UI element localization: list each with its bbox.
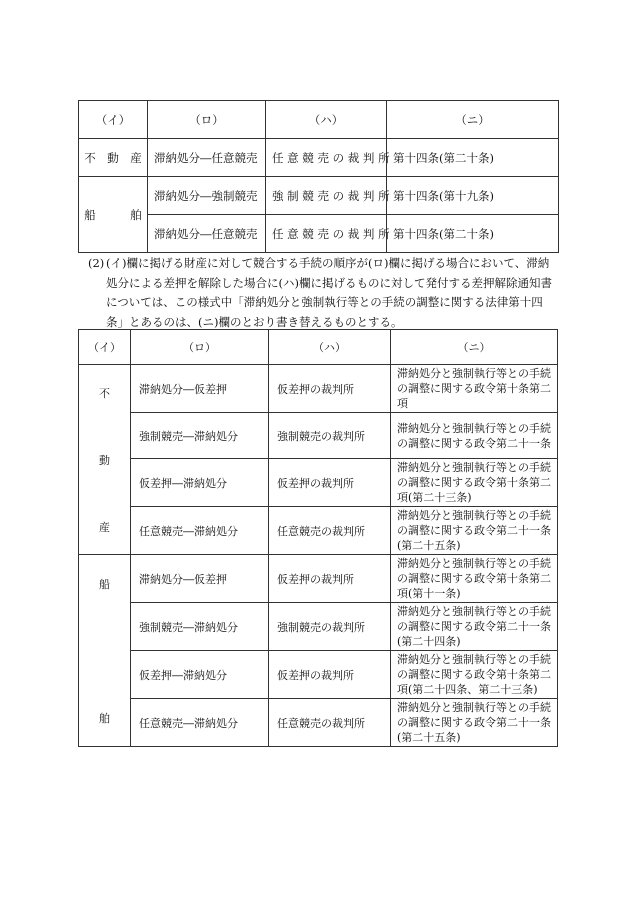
court-cell: 強制競売の裁判所 xyxy=(269,413,391,459)
procedure-order-cell: 任意競売―滞納処分 xyxy=(131,507,269,555)
procedure-order-cell: 滞納処分―仮差押 xyxy=(131,555,269,603)
vertical-label-real-estate: 不 動 産 xyxy=(99,386,110,534)
table-row xyxy=(79,413,558,459)
article-cell: 滞納処分と強制執行等との手続の調整に関する政令第二十一条 xyxy=(391,413,558,459)
header-ha: （ハ） xyxy=(269,330,391,365)
article-cell: 滞納処分と強制執行等との手続の調整に関する政令第十条第二項(第二十四条、第二十三条) xyxy=(391,651,558,699)
court-cell: 強制競売の裁判所 xyxy=(269,603,391,651)
court-cell: 任意競売の裁判所 xyxy=(269,699,391,747)
court-cell: 仮差押の裁判所 xyxy=(269,459,391,507)
table-row xyxy=(79,177,559,215)
article-cell: 滞納処分と強制執行等との手続の調整に関する政令第十条第二項(第十一条) xyxy=(391,555,558,603)
substitution-table-2 xyxy=(78,329,558,747)
court-cell: 任 意 競 売 の 裁 判 所 xyxy=(266,215,387,253)
vertical-label-ship: 船 舶 xyxy=(99,577,110,725)
table-header-row xyxy=(79,330,558,365)
table-row xyxy=(79,507,558,555)
paragraph-text: (イ)欄に掲げる財産に対して競合する手続の順序が(ロ)欄に掲げる場合において、滞納処分による差押を解除した場合に(ハ)欄に掲げるものに対して発付する差押解除通知書については、この様式中「滞納処分と強制執行等との手続の調整に関する法律第十四条」とあるのは、(ニ)欄のとおり書き替えるものとする。 xyxy=(106,256,552,329)
article-cell: 滞納処分と強制執行等との手続の調整に関する政令第二十一条(第二十五条) xyxy=(391,507,558,555)
article-cell: 滞納処分と強制執行等との手続の調整に関する政令第十条第二項(第二十三条) xyxy=(391,459,558,507)
table-row xyxy=(79,139,559,177)
procedure-order-cell: 強制競売―滞納処分 xyxy=(131,413,269,459)
substitution-table-1 xyxy=(78,100,559,253)
property-type-cell xyxy=(79,365,131,555)
table-row xyxy=(79,555,558,603)
instruction-paragraph xyxy=(88,254,558,332)
header-ni: （ニ） xyxy=(387,101,559,139)
article-cell: 第十四条(第十九条) xyxy=(387,177,559,215)
court-cell: 仮差押の裁判所 xyxy=(269,365,391,413)
court-cell: 仮差押の裁判所 xyxy=(269,555,391,603)
header-ni: （ニ） xyxy=(391,330,558,365)
table-row xyxy=(79,699,558,747)
header-ro: （ロ） xyxy=(148,101,266,139)
procedure-order-cell: 滞納処分―強制競売 xyxy=(148,177,266,215)
header-i: （イ） xyxy=(79,101,148,139)
procedure-order-cell: 滞納処分―任意競売 xyxy=(148,139,266,177)
table-row xyxy=(79,365,558,413)
court-cell: 任 意 競 売 の 裁 判 所 xyxy=(266,139,387,177)
paragraph-number: (2) xyxy=(88,256,105,270)
court-cell: 任意競売の裁判所 xyxy=(269,507,391,555)
procedure-order-cell: 仮差押―滞納処分 xyxy=(131,459,269,507)
table-row xyxy=(79,215,559,253)
property-type-cell xyxy=(79,555,131,747)
court-cell: 仮差押の裁判所 xyxy=(269,651,391,699)
property-type-cell: 不 動 産 xyxy=(79,139,148,177)
article-cell: 第十四条(第二十条) xyxy=(387,139,559,177)
procedure-order-cell: 滞納処分―仮差押 xyxy=(131,365,269,413)
procedure-order-cell: 任意競売―滞納処分 xyxy=(131,699,269,747)
table-row xyxy=(79,459,558,507)
article-cell: 滞納処分と強制執行等との手続の調整に関する政令第二十一条(第二十五条) xyxy=(391,699,558,747)
procedure-order-cell: 滞納処分―任意競売 xyxy=(148,215,266,253)
procedure-order-cell: 仮差押―滞納処分 xyxy=(131,651,269,699)
header-ro: （ロ） xyxy=(131,330,269,365)
property-type-cell: 船 舶 xyxy=(79,177,148,253)
court-cell: 強 制 競 売 の 裁 判 所 xyxy=(266,177,387,215)
table-row xyxy=(79,603,558,651)
header-i: （イ） xyxy=(79,330,131,365)
header-ha: （ハ） xyxy=(266,101,387,139)
article-cell: 滞納処分と強制執行等との手続の調整に関する政令第十条第二項 xyxy=(391,365,558,413)
table-header-row xyxy=(79,101,559,139)
article-cell: 第十四条(第二十条) xyxy=(387,215,559,253)
table-row xyxy=(79,651,558,699)
article-cell: 滞納処分と強制執行等との手続の調整に関する政令第二十一条(第二十四条) xyxy=(391,603,558,651)
procedure-order-cell: 強制競売―滞納処分 xyxy=(131,603,269,651)
